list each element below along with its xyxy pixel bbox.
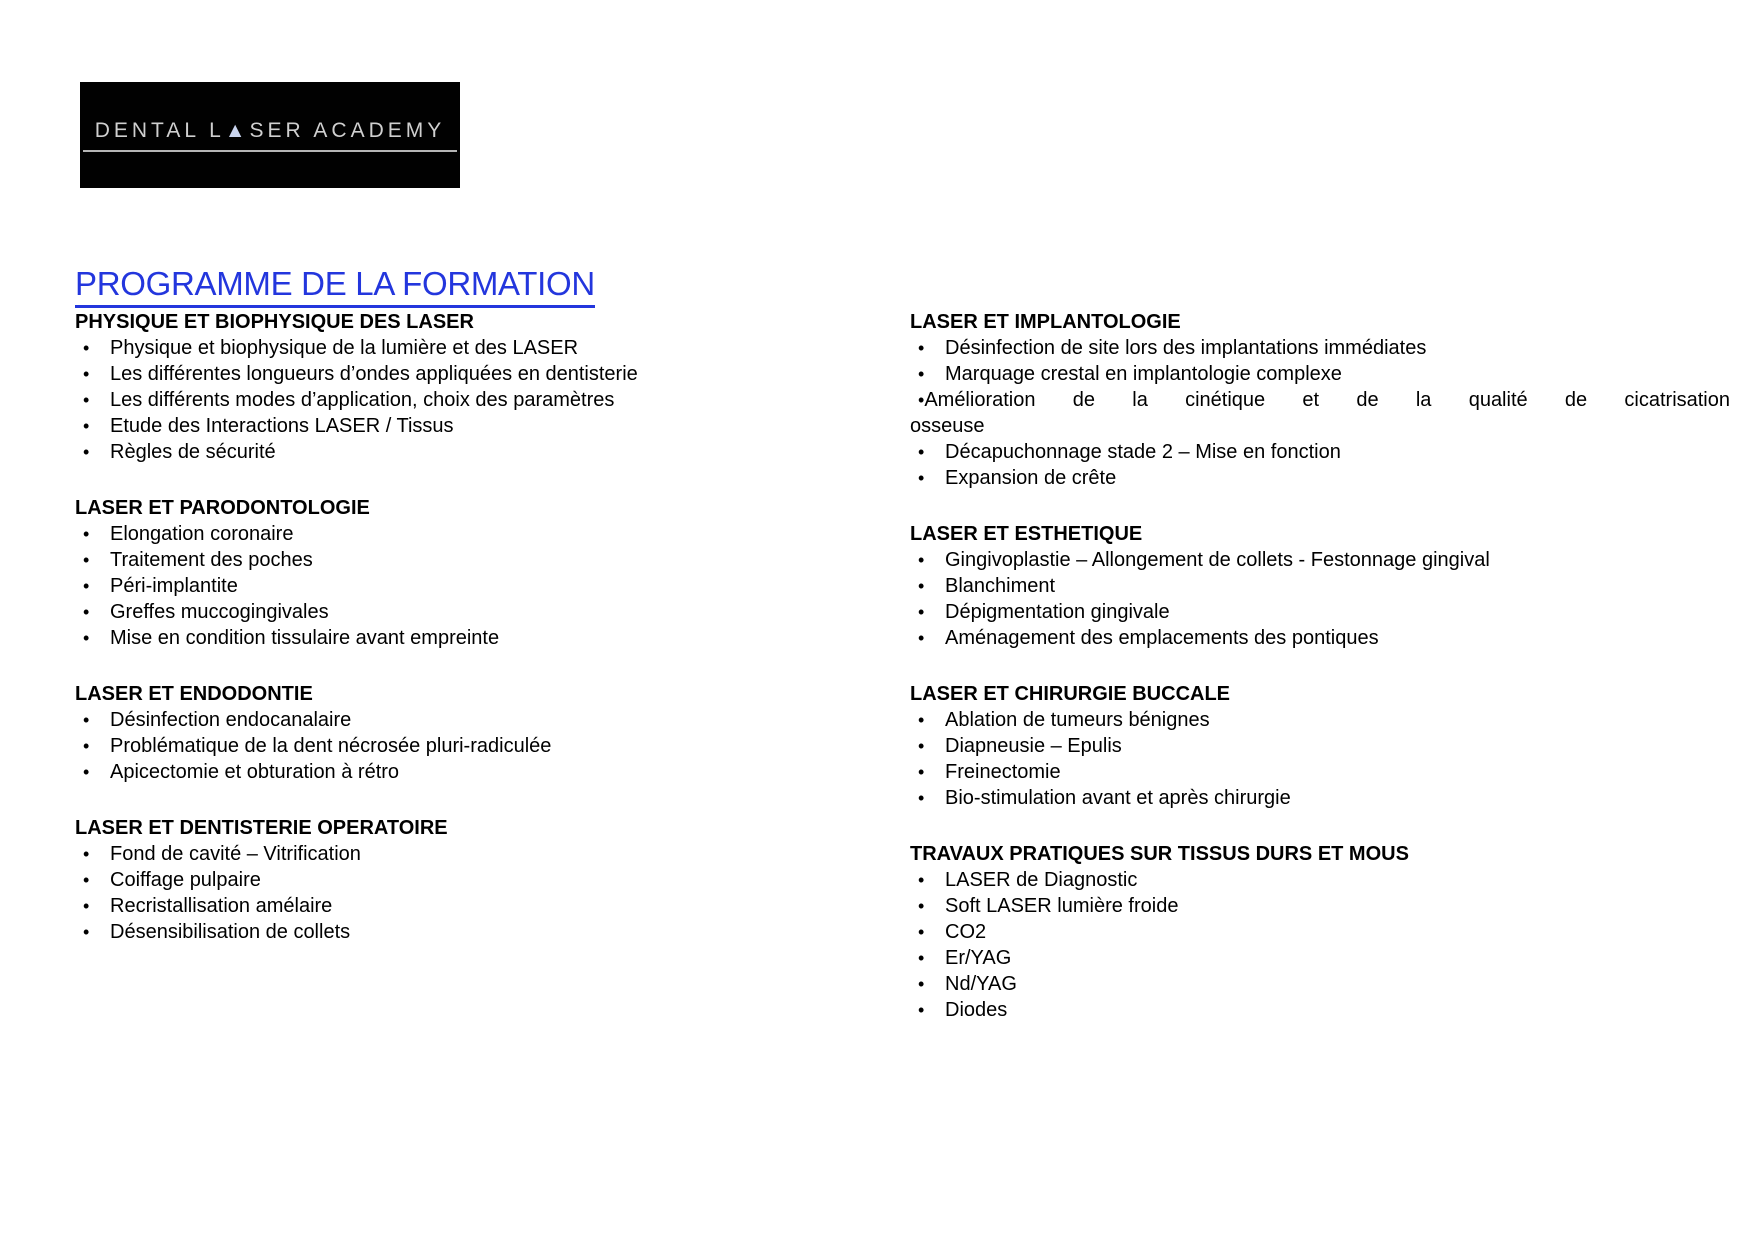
bullet-item-text: Ablation de tumeurs bénignes <box>945 709 1210 731</box>
bullet-item <box>910 733 1730 759</box>
bullet-icon: • <box>918 948 925 968</box>
bullet-item <box>910 335 1730 361</box>
bullet-item <box>910 439 1730 465</box>
bullet-item-text: Règles de sécurité <box>110 441 276 463</box>
bullet-icon: • <box>918 788 925 808</box>
bullet-item <box>75 707 775 733</box>
bullet-icon: • <box>83 602 90 622</box>
bullet-item-text: Nd/YAG <box>945 973 1017 995</box>
bullet-icon: • <box>918 602 925 622</box>
bullet-item <box>75 361 775 387</box>
bullet-item-text: Bio-stimulation avant et après chirurgie <box>945 787 1291 809</box>
bullet-icon: • <box>918 896 925 916</box>
bullet-item <box>910 971 1730 997</box>
bullet-icon: • <box>83 922 90 942</box>
bullet-item-text: Physique et biophysique de la lumière et des LASER <box>110 337 579 359</box>
bullet-item <box>75 841 775 867</box>
bullet-item <box>910 997 1730 1023</box>
program-section <box>75 495 775 651</box>
bullet-item-text: Les différents modes d’application, choix des paramètres <box>110 389 615 411</box>
bullet-icon: • <box>83 576 90 596</box>
bullet-icon: • <box>83 710 90 730</box>
bullet-item <box>910 573 1730 599</box>
bullet-item-text: Désensibilisation de collets <box>110 921 351 943</box>
bullet-item <box>75 893 775 919</box>
bullet-item-text: Péri-implantite <box>110 575 238 597</box>
bullet-item <box>75 335 775 361</box>
bullet-item <box>75 387 775 413</box>
bullet-item <box>75 867 775 893</box>
bullet-item-text: Amélioration de la cinétique et de la qualité de cicatrisation <box>924 389 1730 411</box>
bullet-item <box>910 945 1730 971</box>
bullet-item <box>75 759 775 785</box>
bullet-item-text: Décapuchonnage stade 2 – Mise en fonction <box>945 441 1341 463</box>
section-heading: LASER ET PARODONTOLOGIE <box>75 497 370 519</box>
bullet-icon: • <box>918 736 925 756</box>
bullet-item-line1 <box>910 387 1730 413</box>
bullet-item-text: Etude des Interactions LASER / Tissus <box>110 415 454 437</box>
bullet-icon: • <box>918 550 925 570</box>
logo-text-after: SER ACADEMY <box>249 118 446 142</box>
bullet-item <box>910 599 1730 625</box>
bullet-item-text: LASER de Diagnostic <box>945 869 1138 891</box>
program-section <box>910 841 1730 1023</box>
program-section <box>910 521 1730 651</box>
bullet-icon: • <box>83 762 90 782</box>
bullet-icon: • <box>83 524 90 544</box>
section-heading: TRAVAUX PRATIQUES SUR TISSUS DURS ET MOUS <box>910 843 1409 865</box>
bullet-item-text: Gingivoplastie – Allongement de collets - Festonnage gingival <box>945 549 1490 571</box>
logo-text-before: DENTAL L <box>94 118 225 142</box>
bullet-item <box>910 361 1730 387</box>
bullet-item <box>75 733 775 759</box>
bullet-icon: • <box>918 338 925 358</box>
bullet-item-text: Aménagement des emplacements des pontiques <box>945 627 1379 649</box>
bullet-item <box>75 413 775 439</box>
bullet-item-text: Désinfection endocanalaire <box>110 709 352 731</box>
bullet-icon: • <box>918 1000 925 1020</box>
bullet-icon: • <box>83 736 90 756</box>
bullet-icon: • <box>83 550 90 570</box>
page-title: PROGRAMME DE LA FORMATION <box>75 265 595 308</box>
bullet-item <box>910 547 1730 573</box>
logo-text <box>83 119 458 152</box>
bullet-icon: • <box>918 710 925 730</box>
bullet-icon: • <box>918 628 925 648</box>
bullet-item <box>910 867 1730 893</box>
bullet-item-text: CO2 <box>945 921 987 943</box>
bullet-item-text: Blanchiment <box>945 575 1056 597</box>
program-section <box>910 309 1730 491</box>
bullet-icon: • <box>83 390 90 410</box>
bullet-item <box>910 707 1730 733</box>
bullet-item <box>910 465 1730 491</box>
bullet-icon: • <box>918 870 925 890</box>
bullet-item-text: Elongation coronaire <box>110 523 294 545</box>
bullet-item-text: Dépigmentation gingivale <box>945 601 1170 623</box>
program-section <box>75 309 775 465</box>
bullet-icon: • <box>83 896 90 916</box>
bullet-item <box>75 625 775 651</box>
bullet-item-text: Greffes muccogingivales <box>110 601 329 623</box>
bullet-item-text: Soft LASER lumière froide <box>945 895 1179 917</box>
bullet-icon: • <box>918 762 925 782</box>
bullet-icon: • <box>83 870 90 890</box>
section-heading: LASER ET DENTISTERIE OPERATOIRE <box>75 817 448 839</box>
laser-triangle-icon: ▲ <box>224 118 250 142</box>
bullet-icon: • <box>918 922 925 942</box>
bullet-icon: • <box>918 390 925 410</box>
bullet-item-line2: osseuse <box>910 415 985 437</box>
bullet-item-text: Diodes <box>945 999 1008 1021</box>
bullet-item <box>910 759 1730 785</box>
section-heading: LASER ET CHIRURGIE BUCCALE <box>910 683 1231 705</box>
bullet-icon: • <box>83 338 90 358</box>
bullet-item <box>910 387 1730 439</box>
bullet-item-text: Freinectomie <box>945 761 1061 783</box>
bullet-item <box>910 893 1730 919</box>
bullet-item-text: Expansion de crête <box>945 467 1117 489</box>
bullet-item-text: Les différentes longueurs d’ondes appliquées en dentisterie <box>110 363 638 385</box>
bullet-item <box>75 439 775 465</box>
dental-laser-academy-logo <box>80 82 460 188</box>
bullet-item-text: Diapneusie – Epulis <box>945 735 1122 757</box>
bullet-item <box>910 785 1730 811</box>
bullet-item-text: Problématique de la dent nécrosée pluri-radiculée <box>110 735 552 757</box>
bullet-item <box>75 521 775 547</box>
program-column-right <box>910 309 1730 1023</box>
section-heading: LASER ET ESTHETIQUE <box>910 523 1143 545</box>
bullet-item <box>75 919 775 945</box>
bullet-item-text: Fond de cavité – Vitrification <box>110 843 361 865</box>
bullet-item-text: Apicectomie et obturation à rétro <box>110 761 400 783</box>
section-heading: LASER ET ENDODONTIE <box>75 683 313 705</box>
bullet-item-text: Coiffage pulpaire <box>110 869 261 891</box>
bullet-item <box>910 919 1730 945</box>
bullet-icon: • <box>83 844 90 864</box>
bullet-icon: • <box>918 442 925 462</box>
bullet-item <box>910 625 1730 651</box>
bullet-icon: • <box>918 468 925 488</box>
bullet-item-text: Mise en condition tissulaire avant empreinte <box>110 627 500 649</box>
program-section <box>75 681 775 785</box>
bullet-icon: • <box>83 442 90 462</box>
bullet-item-text: Traitement des poches <box>110 549 313 571</box>
program-column-left <box>75 309 775 1023</box>
program-section <box>910 681 1730 811</box>
bullet-icon: • <box>918 974 925 994</box>
bullet-item-text: Marquage crestal en implantologie complexe <box>945 363 1342 385</box>
section-heading: LASER ET IMPLANTOLOGIE <box>910 311 1181 333</box>
bullet-icon: • <box>83 364 90 384</box>
bullet-icon: • <box>83 628 90 648</box>
bullet-item <box>75 573 775 599</box>
bullet-item-text: Recristallisation amélaire <box>110 895 333 917</box>
section-heading: PHYSIQUE ET BIOPHYSIQUE DES LASER <box>75 311 474 333</box>
program-section <box>75 815 775 945</box>
bullet-icon: • <box>918 576 925 596</box>
bullet-icon: • <box>83 416 90 436</box>
bullet-item-text: Désinfection de site lors des implantations immédiates <box>945 337 1427 359</box>
bullet-item <box>75 599 775 625</box>
bullet-item-text: Er/YAG <box>945 947 1012 969</box>
bullet-icon: • <box>918 364 925 384</box>
program-columns <box>75 309 1730 1023</box>
bullet-item <box>75 547 775 573</box>
